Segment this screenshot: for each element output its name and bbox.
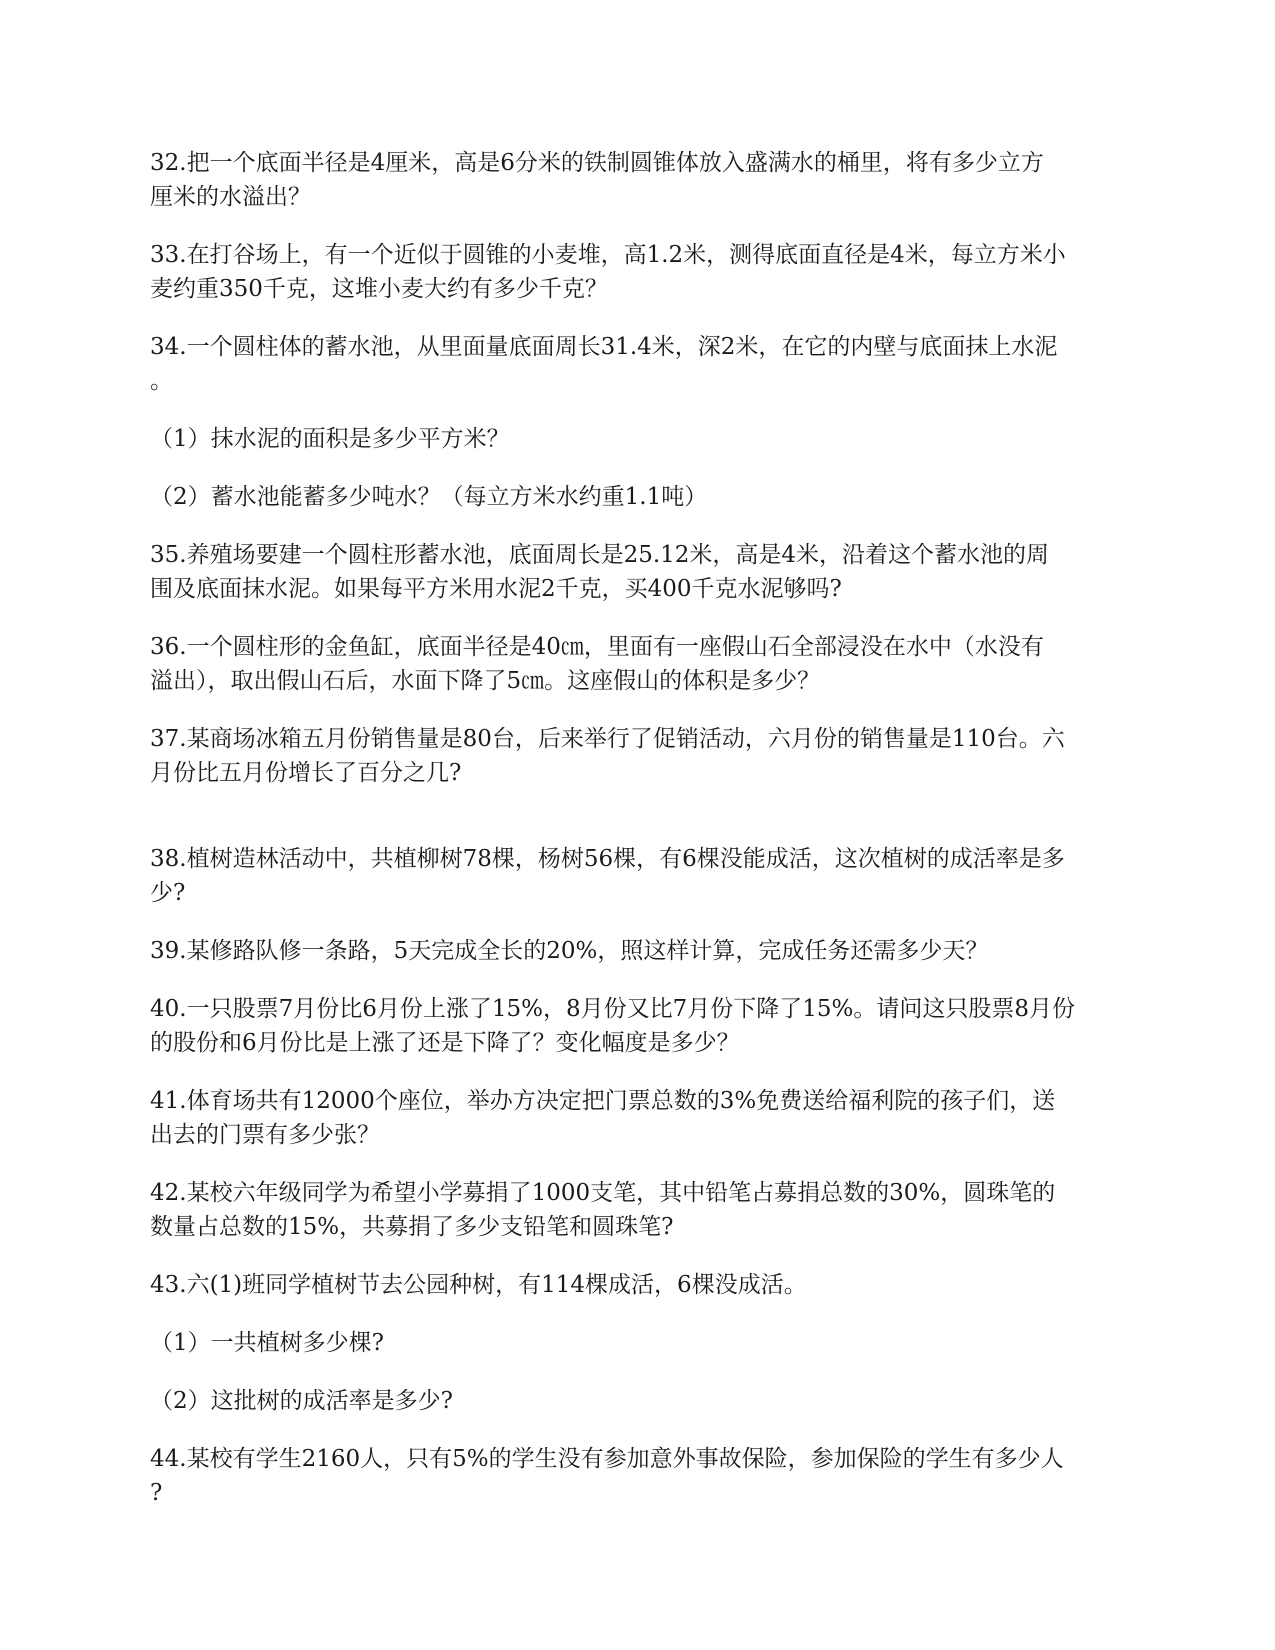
question-44-line-1: 44.某校有学生2160人，只有5%的学生没有参加意外事故保险，参加保险的学生有多少人 — [150, 1446, 1064, 1472]
question-34-sub-1: （1）抹水泥的面积是多少平方米？ — [150, 426, 510, 452]
question-44-line-2: ? — [150, 1480, 163, 1506]
question-40 — [150, 992, 1140, 1060]
question-41 — [150, 1084, 1140, 1152]
question-33 — [150, 238, 1140, 306]
question-33-line-1: 33.在打谷场上，有一个近似于圆锥的小麦堆，高1.2米，测得底面直径是4米，每立方米小 — [150, 242, 1066, 268]
question-33-line-2: 麦约重350千克，这堆小麦大约有多少千克？ — [150, 276, 608, 302]
question-41-line-2: 出去的门票有多少张？ — [150, 1122, 380, 1148]
question-40-line-1: 40.一只股票7月份比6月份上涨了15%，8月份又比7月份下降了15%。请问这只股票8月份 — [150, 996, 1075, 1022]
question-34 — [150, 330, 1140, 398]
question-39 — [150, 934, 1140, 968]
question-34-line-1: 34.一个圆柱体的蓄水池，从里面量底面周长31.4米，深2米，在它的内壁与底面抹上水泥 — [150, 334, 1058, 360]
question-42-line-1: 42.某校六年级同学为希望小学募捐了1000支笔，其中铅笔占募捐总数的30%，圆珠笔的 — [150, 1180, 1056, 1206]
question-42-line-2: 数量占总数的15%，共募捐了多少支铅笔和圆珠笔? — [150, 1214, 674, 1240]
question-35-line-2: 围及底面抹水泥。如果每平方米用水泥2千克，买400千克水泥够吗? — [150, 576, 842, 602]
question-42 — [150, 1176, 1140, 1244]
question-34-line-2: 。 — [150, 368, 173, 394]
question-43-sub-2: （2）这批树的成活率是多少? — [150, 1388, 453, 1414]
question-38-line-2: 少? — [150, 880, 186, 906]
question-44 — [150, 1442, 1140, 1510]
question-36-line-2: 溢出），取出假山石后，水面下降了5㎝。这座假山的体积是多少？ — [150, 668, 821, 694]
question-36-line-1: 36.一个圆柱形的金鱼缸，底面半径是40㎝，里面有一座假山石全部浸没在水中（水没有 — [150, 634, 1044, 660]
question-43-line-1: 43.六(1)班同学植树节去公园种树，有114棵成活，6棵没成活。 — [150, 1272, 807, 1298]
question-32-line-1: 32.把一个底面半径是4厘米，高是6分米的铁制圆锥体放入盛满水的桶里，将有多少立方 — [150, 150, 1044, 176]
question-37 — [150, 722, 1140, 790]
question-34-sub-2: （2）蓄水池能蓄多少吨水？（每立方米水约重1.1吨） — [150, 484, 708, 510]
document-page — [150, 146, 1140, 1510]
question-32-line-2: 厘米的水溢出？ — [150, 184, 311, 210]
question-43-sub-1: （1）一共植树多少棵? — [150, 1330, 384, 1356]
question-43 — [150, 1268, 1140, 1302]
question-38-line-1: 38.植树造林活动中，共植柳树78棵，杨树56棵，有6棵没能成活，这次植树的成活率是多 — [150, 846, 1065, 872]
question-38 — [150, 842, 1140, 910]
question-32 — [150, 146, 1140, 214]
question-37-line-2: 月份比五月份增长了百分之几? — [150, 760, 462, 786]
question-39-line-1: 39.某修路队修一条路，5天完成全长的20%，照这样计算，完成任务还需多少天？ — [150, 938, 989, 964]
question-37-line-1: 37.某商场冰箱五月份销售量是80台，后来举行了促销活动，六月份的销售量是110台。六 — [150, 726, 1065, 752]
question-41-line-1: 41.体育场共有12000个座位，举办方决定把门票总数的3%免费送给福利院的孩子们，送 — [150, 1088, 1056, 1114]
question-35-line-1: 35.养殖场要建一个圆柱形蓄水池，底面周长是25.12米，高是4米，沿着这个蓄水池的周 — [150, 542, 1050, 568]
question-40-line-2: 的股份和6月份比是上涨了还是下降了？变化幅度是多少？ — [150, 1030, 740, 1056]
question-36 — [150, 630, 1140, 698]
question-35 — [150, 538, 1140, 606]
